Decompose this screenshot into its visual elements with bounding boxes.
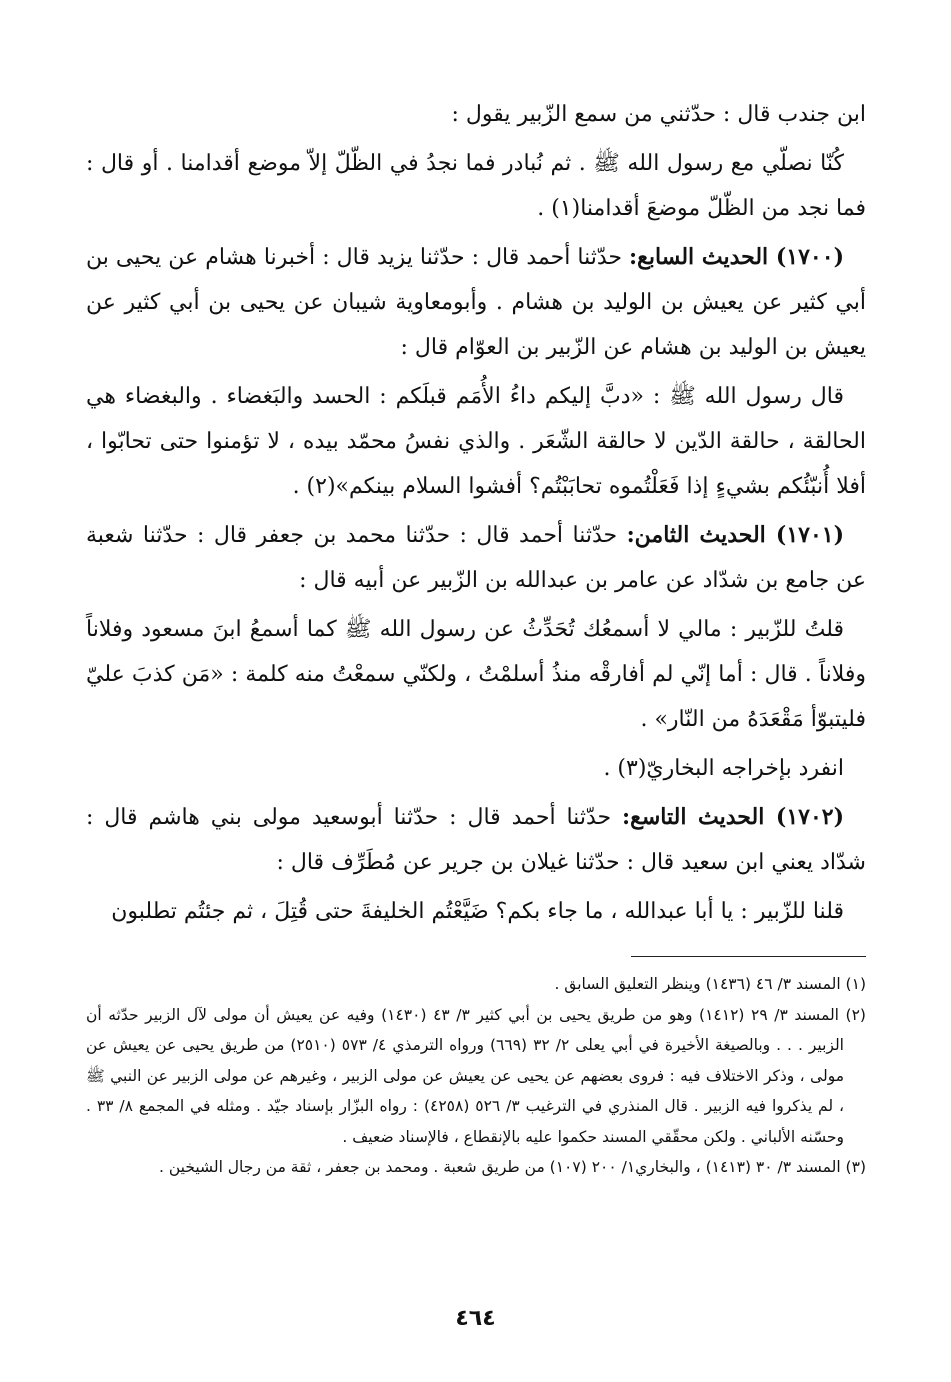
paragraph-text: كُنّا نصلّي مع رسول الله ﷺ . ثم نُبادر فما نجدُ في الظّلّ إلاّ موضع أقدامنا . أو قال : فما نجد من الظّلّ موضعَ أقدامنا(١) . xyxy=(86,151,866,221)
paragraph-text: انفرد بإخراجه البخاريّ(٣) . xyxy=(603,756,844,781)
hadith-heading: (١٧٠٠) الحديث السابع: xyxy=(629,244,844,270)
footnote-2: (٢) المسند ٣/ ٢٩ (١٤١٢) وهو من طريق يحيى بن أبي كثير ٣/ ٤٣ (١٤٣٠) وفيه عن يعيش أن مولى لآل الزبير حدّثه أن الزبير . . . وبالصيغة الأخيرة في أبي يعلى ٢/ ٣٢ (٦٦٩) ورواه الترمذي ٤/ ٥٧٣ (٢٥١٠) من طريق يحيى عن يعيش عن مولى ، وذكر الاختلاف فيه : فروى بعضهم عن يحيى عن يعيش عن مولى الزبير ، وغيرهم عن مولى الزبير عن النبي ﷺ ، لم يذكروا فيه الزبير . قال المنذري في الترغيب ٣/ ٥٢٦ (٤٢٥٨) : رواه البزّار بإسناد جيّد . ومثله في المجمع ٨/ ٣٣ . وحسّنه الألباني . ولكن محقّقي المسند حكموا عليه بالإنقطاع ، فالإسناد ضعيف . xyxy=(86,1005,866,1146)
hadith-heading: (١٧٠٢) الحديث التاسع: xyxy=(622,804,844,830)
paragraph-6 xyxy=(86,607,866,742)
hadith-heading: (١٧٠١) الحديث الثامن: xyxy=(626,522,844,548)
hadith-1700 xyxy=(86,235,866,370)
footnotes xyxy=(86,969,866,1183)
paragraph-4 xyxy=(86,374,866,509)
footnote-3: (٣) المسند ٣/ ٣٠ (١٤١٣) ، والبخاري١/ ٢٠٠ (١٠٧) من طريق شعبة . ومحمد بن جعفر ، ثقة من رجال الشيخين . xyxy=(159,1158,866,1176)
footnote-1: (١) المسند ٣/ ٤٦ (١٤٣٦) وينظر التعليق السابق . xyxy=(554,975,866,993)
paragraph-1 xyxy=(86,92,866,137)
paragraph-9 xyxy=(86,889,866,934)
paragraph-2 xyxy=(86,141,866,231)
page-number: ٤٦٤ xyxy=(455,1306,496,1331)
paragraph-text: حدّثنا أحمد قال : حدّثنا أبوسعيد مولى بني هاشم قال : شدّاد يعني ابن سعيد قال : حدّثنا غيلان بن جرير عن مُطَرِّف قال : xyxy=(86,805,866,875)
paragraph-text: حدّثنا أحمد قال : حدّثنا يزيد قال : أخبرنا هشام عن يحيى بن أبي كثير عن يعيش بن الوليد بن هشام . وأبومعاوية شيبان عن يحيى بن أبي كثير عن يعيش بن الوليد بن هشام عن الزّبير بن العوّام قال : xyxy=(86,245,866,360)
paragraph-text: قال رسول الله ﷺ : «دبَّ إليكم داءُ الأُمَم قبلَكم : الحسد والبَغضاء . والبغضاء هي الحالقة ، حالقة الدّين لا حالقة الشّعَر . والذي نفسُ محمّد بيده ، لا تؤمنوا حتى تحابّوا ، أفلا أُنبّئُكم بشيءٍ إذا فَعَلْتُموه تحابَبْتُم؟ أفشوا السلام بينكم»(٢) . xyxy=(86,384,866,499)
main-text xyxy=(86,92,866,934)
paragraph-text: قلتُ للزّبير : مالي لا أسمعُك تُحَدِّثُ عن رسول الله ﷺ كما أسمعُ ابنَ مسعود وفلاناً وفلاناً . قال : أما إنّي لم أفارقْه منذُ أسلمْتُ ، ولكنّي سمعْتُ منه كلمة : «مَن كذبَ عليّ فليتبوّأ مَقْعَدَهُ من النّار» . xyxy=(86,617,866,732)
page xyxy=(86,92,866,1183)
hadith-1702 xyxy=(86,795,866,885)
paragraph-7 xyxy=(86,746,866,791)
paragraph-text: ابن جندب قال : حدّثني من سمع الزّبير يقول : xyxy=(451,102,866,127)
paragraph-text: حدّثنا أحمد قال : حدّثنا محمد بن جعفر قال : حدّثنا شعبة عن جامع بن شدّاد عن عامر بن عبدالله بن الزّبير عن أبيه قال : xyxy=(86,523,866,593)
hadith-1701 xyxy=(86,513,866,603)
footnote-separator xyxy=(631,956,866,957)
paragraph-text: قلنا للزّبير : يا أبا عبدالله ، ما جاء بكم؟ ضَيَّعْتُم الخليفةَ حتى قُتِلَ ، ثم جئتُم تطلبون xyxy=(111,899,844,924)
